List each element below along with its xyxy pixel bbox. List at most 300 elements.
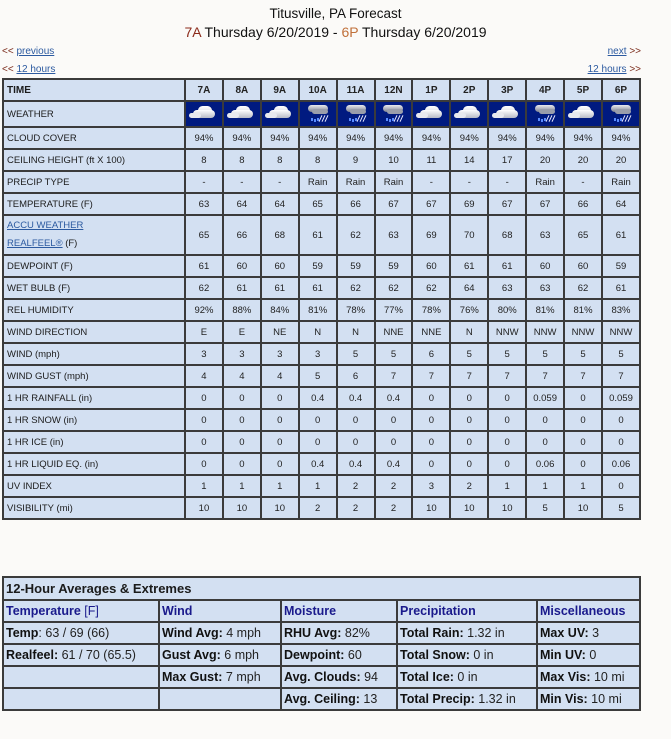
stat-value: 10 mi xyxy=(587,692,622,706)
empty-cell xyxy=(3,688,159,710)
cloudy-icon xyxy=(454,104,484,124)
value-cell: 0 xyxy=(450,409,488,431)
row-label: VISIBILITY (mi) xyxy=(3,497,185,519)
value-cell: 0 xyxy=(412,409,450,431)
value-cell: 0 xyxy=(526,409,564,431)
value-cell: 63 xyxy=(375,215,413,255)
value-cell: 6 xyxy=(337,365,375,387)
value-cell: 0 xyxy=(450,453,488,475)
value-cell: 5 xyxy=(564,343,602,365)
value-cell: 94% xyxy=(299,127,337,149)
dewpoint-stat xyxy=(281,644,397,666)
value-cell: 0 xyxy=(488,431,526,453)
weather-cell xyxy=(299,101,337,127)
value-cell: 8 xyxy=(299,149,337,171)
1-hr-ice-in-row xyxy=(3,431,640,453)
value-cell: 0 xyxy=(564,387,602,409)
value-cell: NE xyxy=(261,321,299,343)
value-cell: 68 xyxy=(261,215,299,255)
avg-ceiling-stat xyxy=(281,688,397,710)
value-cell: 2 xyxy=(375,475,413,497)
row-label: 1 HR LIQUID EQ. (in) xyxy=(3,453,185,475)
weather-row xyxy=(3,101,640,127)
value-cell: 66 xyxy=(223,215,261,255)
value-cell: 0.4 xyxy=(299,453,337,475)
value-cell: 60 xyxy=(223,255,261,277)
value-cell: 61 xyxy=(223,277,261,299)
value-cell: 64 xyxy=(261,193,299,215)
row-label: CLOUD COVER xyxy=(3,127,185,149)
value-cell: 2 xyxy=(299,497,337,519)
realfeel-unit: (F) xyxy=(62,238,78,249)
value-cell: 3 xyxy=(185,343,223,365)
value-cell: 0 xyxy=(488,387,526,409)
hour-header: 4P xyxy=(526,79,564,101)
value-cell: 0 xyxy=(412,431,450,453)
value-cell: 3 xyxy=(299,343,337,365)
value-cell: NNW xyxy=(564,321,602,343)
stat-label: Wind Avg: xyxy=(162,626,223,640)
value-cell: - xyxy=(564,171,602,193)
row-label: WIND DIRECTION xyxy=(3,321,185,343)
row-label: WET BULB (F) xyxy=(3,277,185,299)
value-cell: 63 xyxy=(185,193,223,215)
value-cell: 10 xyxy=(488,497,526,519)
next-link[interactable]: next xyxy=(607,46,627,57)
value-cell: 1 xyxy=(185,475,223,497)
value-cell: 0.4 xyxy=(337,453,375,475)
value-cell: 5 xyxy=(488,343,526,365)
value-cell: 7 xyxy=(526,365,564,387)
1-hr-snow-in-row xyxy=(3,409,640,431)
value-cell: 94% xyxy=(375,127,413,149)
value-cell: 94% xyxy=(602,127,640,149)
hour-header: 5P xyxy=(564,79,602,101)
summary-title: 12-Hour Averages & Extremes xyxy=(3,577,640,600)
value-cell: 77% xyxy=(375,299,413,321)
value-cell: 10 xyxy=(185,497,223,519)
value-cell: 80% xyxy=(488,299,526,321)
wet-bulb-f-row xyxy=(3,277,640,299)
hour-header: 2P xyxy=(450,79,488,101)
value-cell: 94% xyxy=(564,127,602,149)
value-cell: 0 xyxy=(223,453,261,475)
value-cell: 94% xyxy=(412,127,450,149)
value-cell: 0 xyxy=(602,475,640,497)
temp-stat xyxy=(3,622,159,644)
value-cell: 63 xyxy=(488,277,526,299)
section-temperature-label: Temperature xyxy=(6,604,81,618)
value-cell: - xyxy=(185,171,223,193)
time-row xyxy=(3,79,640,101)
realfeel-row xyxy=(3,215,640,255)
value-cell: 4 xyxy=(261,365,299,387)
value-cell: Rain xyxy=(375,171,413,193)
stat-label: Max UV: xyxy=(540,626,589,640)
value-cell: 1 xyxy=(526,475,564,497)
rhu-avg-stat xyxy=(281,622,397,644)
dewpoint-f-row xyxy=(3,255,640,277)
value-cell: 2 xyxy=(375,497,413,519)
value-cell: 67 xyxy=(412,193,450,215)
stat-label: Max Vis: xyxy=(540,670,591,684)
value-cell: 88% xyxy=(223,299,261,321)
value-cell: 0.06 xyxy=(526,453,564,475)
value-cell: 68 xyxy=(488,215,526,255)
rel-humidity-row xyxy=(3,299,640,321)
value-cell: 94% xyxy=(450,127,488,149)
value-cell: 6 xyxy=(412,343,450,365)
avg-clouds-stat xyxy=(281,666,397,688)
cloudy-icon xyxy=(416,104,446,124)
stat-label: Total Ice: xyxy=(400,670,454,684)
value-cell: N xyxy=(299,321,337,343)
row-label: WIND GUST (mph) xyxy=(3,365,185,387)
section-misc: Miscellaneous xyxy=(537,600,640,622)
value-cell: - xyxy=(261,171,299,193)
realfeel-stat xyxy=(3,644,159,666)
total-rain-stat xyxy=(397,622,537,644)
value-cell: 94% xyxy=(526,127,564,149)
thunderstorm-icon xyxy=(378,104,408,124)
value-cell: 14 xyxy=(450,149,488,171)
value-cell: 3 xyxy=(223,343,261,365)
accuweather-link[interactable]: ACCU WEATHER xyxy=(7,220,84,231)
value-cell: 0 xyxy=(602,431,640,453)
value-cell: NNW xyxy=(488,321,526,343)
row-label: 1 HR RAINFALL (in) xyxy=(3,387,185,409)
value-cell: 0 xyxy=(299,409,337,431)
1-hr-rainfall-in-row xyxy=(3,387,640,409)
page-title: Titusville, PA Forecast xyxy=(269,6,402,21)
value-cell: 64 xyxy=(602,193,640,215)
value-cell: 67 xyxy=(375,193,413,215)
empty-cell xyxy=(159,688,281,710)
value-cell: 59 xyxy=(375,255,413,277)
cloudy-icon xyxy=(492,104,522,124)
value-cell: 61 xyxy=(488,255,526,277)
ceiling-height-ft-x-100-row xyxy=(3,149,640,171)
value-cell: 0 xyxy=(223,431,261,453)
prev-12-hours-link[interactable]: 12 hours xyxy=(16,64,56,75)
stat-value: 61 / 70 (65.5) xyxy=(58,648,136,662)
value-cell: 2 xyxy=(450,475,488,497)
date-range xyxy=(0,24,671,40)
value-cell: 3 xyxy=(261,343,299,365)
value-cell: 8 xyxy=(185,149,223,171)
row-label: TEMPERATURE (F) xyxy=(3,193,185,215)
value-cell: Rain xyxy=(526,171,564,193)
value-cell: 20 xyxy=(526,149,564,171)
value-cell: 66 xyxy=(564,193,602,215)
stat-label: Min Vis: xyxy=(540,692,588,706)
value-cell: 0 xyxy=(602,409,640,431)
value-cell: 1 xyxy=(261,475,299,497)
stat-label: Dewpoint: xyxy=(284,648,345,662)
stat-value: 60 xyxy=(344,648,362,662)
stat-label: Gust Avg: xyxy=(162,648,221,662)
value-cell: 7 xyxy=(564,365,602,387)
hour-header: 10A xyxy=(299,79,337,101)
total-precip-stat xyxy=(397,688,537,710)
value-cell: 65 xyxy=(185,215,223,255)
value-cell: N xyxy=(337,321,375,343)
weather-cell xyxy=(564,101,602,127)
value-cell: 20 xyxy=(602,149,640,171)
value-cell: 5 xyxy=(602,497,640,519)
next-12-hours-link[interactable]: 12 hours xyxy=(587,64,627,75)
value-cell: NNW xyxy=(526,321,564,343)
stat-label: Total Rain: xyxy=(400,626,464,640)
stat-label: Total Precip: xyxy=(400,692,475,706)
range-separator: - xyxy=(332,24,338,40)
value-cell: 63 xyxy=(526,277,564,299)
value-cell: 5 xyxy=(526,497,564,519)
value-cell: 10 xyxy=(450,497,488,519)
stat-value: 7 mph xyxy=(222,670,261,684)
hour-header: 11A xyxy=(337,79,375,101)
value-cell: 81% xyxy=(564,299,602,321)
total-ice-stat xyxy=(397,666,537,688)
value-cell: E xyxy=(185,321,223,343)
nav-previous xyxy=(2,46,54,57)
weather-cell xyxy=(261,101,299,127)
stat-value: 3 xyxy=(588,626,600,640)
row-label: 1 HR ICE (in) xyxy=(3,431,185,453)
value-cell: 0 xyxy=(185,409,223,431)
value-cell: 67 xyxy=(526,193,564,215)
value-cell: 8 xyxy=(223,149,261,171)
value-cell: 0 xyxy=(223,409,261,431)
value-cell: 0.059 xyxy=(602,387,640,409)
value-cell: 1 xyxy=(223,475,261,497)
value-cell: 7 xyxy=(375,365,413,387)
weather-cell xyxy=(488,101,526,127)
value-cell: 10 xyxy=(412,497,450,519)
value-cell: 1 xyxy=(299,475,337,497)
value-cell: 5 xyxy=(375,343,413,365)
max-uv-stat xyxy=(537,622,640,644)
value-cell: 0 xyxy=(564,409,602,431)
cloudy-icon xyxy=(265,104,295,124)
value-cell: 61 xyxy=(299,277,337,299)
section-moisture: Moisture xyxy=(281,600,397,622)
value-cell: 10 xyxy=(375,149,413,171)
value-cell: 94% xyxy=(185,127,223,149)
row-label: WEATHER xyxy=(3,101,185,127)
value-cell: 7 xyxy=(450,365,488,387)
weather-cell xyxy=(412,101,450,127)
value-cell: 65 xyxy=(299,193,337,215)
stat-value: 1.32 in xyxy=(474,692,516,706)
realfeel-label xyxy=(7,217,184,253)
value-cell: E xyxy=(223,321,261,343)
value-cell: 17 xyxy=(488,149,526,171)
section-wind: Wind xyxy=(159,600,281,622)
realfeel-link[interactable]: REALFEEL® xyxy=(7,238,63,249)
stat-value: 0 in xyxy=(469,648,494,662)
value-cell: 81% xyxy=(299,299,337,321)
value-cell: - xyxy=(450,171,488,193)
value-cell: 7 xyxy=(602,365,640,387)
stat-label: RHU Avg: xyxy=(284,626,342,640)
temperature-f-row xyxy=(3,193,640,215)
weather-cell xyxy=(602,101,640,127)
value-cell: 61 xyxy=(602,277,640,299)
total-snow-stat xyxy=(397,644,537,666)
row-label: CEILING HEIGHT (ft X 100) xyxy=(3,149,185,171)
value-cell: 9 xyxy=(337,149,375,171)
value-cell: 0 xyxy=(375,409,413,431)
value-cell: 67 xyxy=(488,193,526,215)
value-cell: 10 xyxy=(564,497,602,519)
max-vis-stat xyxy=(537,666,640,688)
value-cell: 62 xyxy=(337,215,375,255)
value-cell: 76% xyxy=(450,299,488,321)
value-cell: - xyxy=(412,171,450,193)
hour-header: 8A xyxy=(223,79,261,101)
precip-type-row xyxy=(3,171,640,193)
value-cell: NNE xyxy=(375,321,413,343)
value-cell: NNE xyxy=(412,321,450,343)
row-label xyxy=(3,215,185,255)
value-cell: 59 xyxy=(337,255,375,277)
wind-direction-row xyxy=(3,321,640,343)
stat-label: Avg. Ceiling: xyxy=(284,692,360,706)
weather-cell xyxy=(223,101,261,127)
value-cell: 1 xyxy=(488,475,526,497)
range-end-time: 6P xyxy=(341,24,359,40)
value-cell: 92% xyxy=(185,299,223,321)
weather-cell xyxy=(185,101,223,127)
value-cell: 61 xyxy=(450,255,488,277)
value-cell: 0 xyxy=(261,431,299,453)
value-cell: 61 xyxy=(261,277,299,299)
min-vis-stat xyxy=(537,688,640,710)
value-cell: 64 xyxy=(450,277,488,299)
summary-table xyxy=(2,576,641,711)
section-precipitation: Precipitation xyxy=(397,600,537,622)
value-cell: 11 xyxy=(412,149,450,171)
value-cell: 10 xyxy=(223,497,261,519)
value-cell: 94% xyxy=(223,127,261,149)
wind-mph-row xyxy=(3,343,640,365)
value-cell: 8 xyxy=(261,149,299,171)
value-cell: NNW xyxy=(602,321,640,343)
value-cell: 84% xyxy=(261,299,299,321)
value-cell: 0 xyxy=(337,409,375,431)
value-cell: 0.059 xyxy=(526,387,564,409)
value-cell: 2 xyxy=(337,475,375,497)
value-cell: 3 xyxy=(412,475,450,497)
weather-cell xyxy=(375,101,413,127)
value-cell: Rain xyxy=(602,171,640,193)
range-end-date: Thursday 6/20/2019 xyxy=(361,24,487,40)
value-cell: 60 xyxy=(564,255,602,277)
section-temperature xyxy=(3,600,159,622)
value-cell: Rain xyxy=(299,171,337,193)
value-cell: 64 xyxy=(223,193,261,215)
value-cell: 61 xyxy=(602,215,640,255)
value-cell: 0 xyxy=(450,387,488,409)
value-cell: 5 xyxy=(526,343,564,365)
previous-link[interactable]: previous xyxy=(16,46,55,57)
value-cell: 60 xyxy=(526,255,564,277)
hour-header: 6P xyxy=(602,79,640,101)
row-label: PRECIP TYPE xyxy=(3,171,185,193)
stat-value: 4 mph xyxy=(222,626,261,640)
value-cell: - xyxy=(488,171,526,193)
stat-value: 82% xyxy=(341,626,370,640)
hour-header: 1P xyxy=(412,79,450,101)
row-label: WIND (mph) xyxy=(3,343,185,365)
stat-value: 6 mph xyxy=(220,648,260,662)
stat-value: 13 xyxy=(359,692,378,706)
value-cell: 69 xyxy=(450,193,488,215)
value-cell: 94% xyxy=(488,127,526,149)
section-temperature-unit: [F] xyxy=(84,604,99,618)
hour-header: 9A xyxy=(261,79,299,101)
value-cell: 78% xyxy=(412,299,450,321)
max-gust-stat xyxy=(159,666,281,688)
value-cell: 0.4 xyxy=(375,387,413,409)
value-cell: 94% xyxy=(261,127,299,149)
value-cell: 5 xyxy=(602,343,640,365)
weather-cell xyxy=(450,101,488,127)
value-cell: 0.4 xyxy=(337,387,375,409)
prev-arrows: << xyxy=(2,64,14,75)
cloudy-icon xyxy=(227,104,257,124)
value-cell: 5 xyxy=(450,343,488,365)
value-cell: 0.4 xyxy=(375,453,413,475)
weather-cell xyxy=(337,101,375,127)
nav-prev-12-hours xyxy=(2,64,55,75)
stat-value: 0 in xyxy=(453,670,478,684)
value-cell: 69 xyxy=(412,215,450,255)
value-cell: 62 xyxy=(564,277,602,299)
value-cell: 0 xyxy=(564,453,602,475)
row-label: UV INDEX xyxy=(3,475,185,497)
cloudy-icon xyxy=(189,104,219,124)
value-cell: 66 xyxy=(337,193,375,215)
value-cell: 0 xyxy=(185,453,223,475)
value-cell: 61 xyxy=(299,215,337,255)
thunderstorm-icon xyxy=(530,104,560,124)
value-cell: 62 xyxy=(375,277,413,299)
value-cell: 2 xyxy=(337,497,375,519)
hour-header: 12N xyxy=(375,79,413,101)
cloudy-icon xyxy=(568,104,598,124)
value-cell: 62 xyxy=(337,277,375,299)
stat-value: 0 xyxy=(585,648,597,662)
empty-cell xyxy=(3,666,159,688)
value-cell: 7 xyxy=(488,365,526,387)
value-cell: 4 xyxy=(223,365,261,387)
value-cell: 5 xyxy=(299,365,337,387)
value-cell: 63 xyxy=(526,215,564,255)
value-cell: 0 xyxy=(488,409,526,431)
stat-label: Avg. Clouds: xyxy=(284,670,361,684)
value-cell: 7 xyxy=(412,365,450,387)
gust-avg-stat xyxy=(159,644,281,666)
value-cell: 0 xyxy=(185,387,223,409)
value-cell: 0 xyxy=(450,431,488,453)
value-cell: 70 xyxy=(450,215,488,255)
value-cell: 83% xyxy=(602,299,640,321)
value-cell: 0 xyxy=(488,453,526,475)
stat-label: Min UV: xyxy=(540,648,586,662)
value-cell: 0 xyxy=(223,387,261,409)
